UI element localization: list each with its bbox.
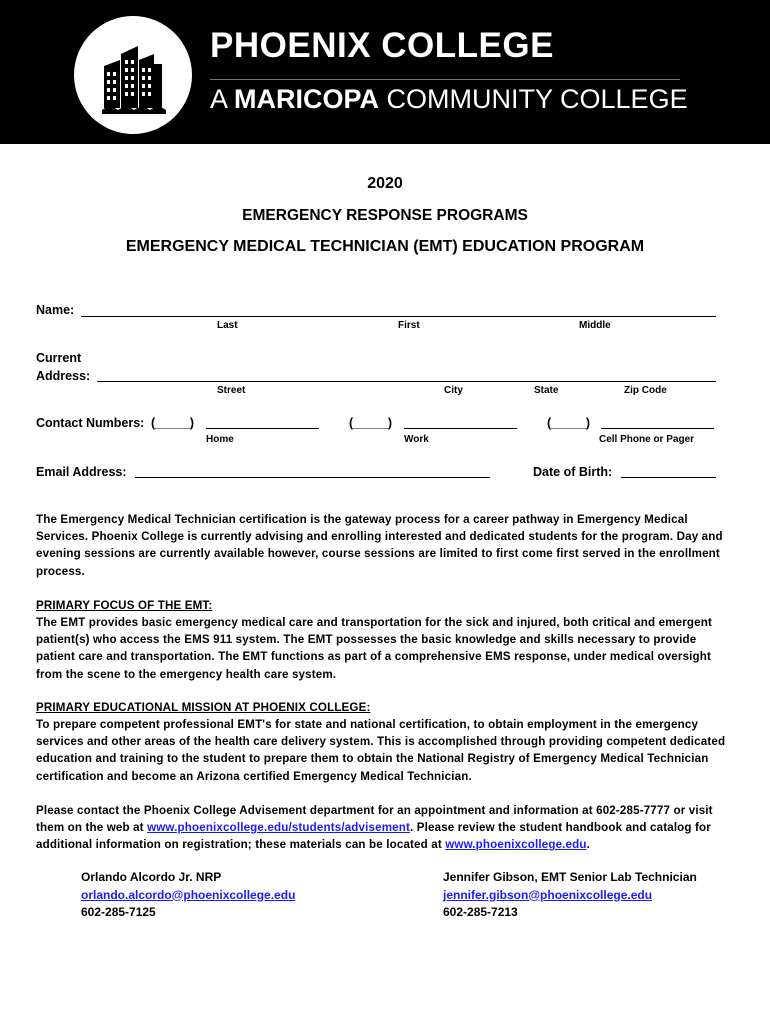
home-phone-field[interactable] xyxy=(206,428,319,429)
zip-caption: Zip Code xyxy=(624,385,667,396)
address-field[interactable] xyxy=(97,381,716,382)
contact-card-alcordo xyxy=(81,869,295,922)
contact-email-link[interactable]: orlando.alcordo@phoenixcollege.edu xyxy=(81,887,296,902)
advisement-link[interactable]: www.phoenixcollege.edu/students/advisement xyxy=(147,821,410,835)
subtitle-prefix: A xyxy=(210,84,235,114)
first-name-caption: First xyxy=(398,320,420,331)
document-year: 2020 xyxy=(367,175,403,192)
mission-paragraph: To prepare competent professional EMT's for state and national certification, to obtain employment in the emergency services and other areas of the health care delivery system. This is accomplished through providing competent dedicated education and training to the student to prepare them to obtain the National Registry of Emergency Medical Technician certification and become an Arizona certified Emergency Medical Technician. xyxy=(36,718,726,783)
work-caption: Work xyxy=(404,434,429,445)
advisement-text-3: . xyxy=(586,838,590,852)
contact-phone: 602-285-7213 xyxy=(443,905,518,919)
work-phone-field[interactable] xyxy=(404,428,517,429)
state-caption: State xyxy=(534,385,559,396)
college-website-link[interactable]: www.phoenixcollege.edu xyxy=(445,838,587,852)
name-label: Name: xyxy=(36,303,75,317)
city-caption: City xyxy=(444,385,463,396)
intro-paragraph: The Emergency Medical Technician certification is the gateway process for a career pathway in Emergency Medical Services. Phoenix College is currently advising and enrolling interested and dedicated students for the program. Day and evening sessions are currently available however, course sessions are limited to first come first served in the enrollment process. xyxy=(36,513,723,578)
banner-divider xyxy=(210,79,680,80)
address-label-current: Current xyxy=(36,351,82,365)
subtitle-suffix: COMMUNITY COLLEGE xyxy=(379,84,688,114)
dob-field[interactable] xyxy=(621,477,716,478)
email-field[interactable] xyxy=(135,477,490,478)
college-name: PHOENIX COLLEGE xyxy=(210,26,554,65)
dob-label: Date of Birth: xyxy=(533,465,613,479)
contact-phone: 602-285-7125 xyxy=(81,905,156,919)
contact-numbers-label: Contact Numbers: xyxy=(36,416,145,430)
address-label: Address: xyxy=(36,369,91,383)
advisement-paragraph xyxy=(36,802,731,854)
focus-heading: PRIMARY FOCUS OF THE EMT: xyxy=(36,599,213,612)
cell-caption: Cell Phone or Pager xyxy=(599,434,695,445)
college-logo xyxy=(74,16,192,134)
last-name-caption: Last xyxy=(217,320,238,331)
advisement-text-2: . Please review the student handbook and catalog for additional information on registration; these materials can be located at xyxy=(36,821,711,852)
contact-name: Jennifer Gibson, EMT Senior Lab Technician xyxy=(443,870,697,884)
contact-email-link[interactable]: jennifer.gibson@phoenixcollege.edu xyxy=(443,887,653,902)
focus-paragraph: The EMT provides basic emergency medical care and transportation for the sick and injured, both critical and emergent patient(s) who access the EMS 911 system. The EMT possesses the basic knowledge and skills necessary to provide patient care and transportation. The EMT functions as part of a comprehensive EMS response, under medical oversight from the scene to the emergency health care system. xyxy=(36,616,712,681)
cell-area-code[interactable]: (_____) xyxy=(547,416,591,430)
middle-name-caption: Middle xyxy=(579,320,611,331)
program-name-title: EMERGENCY MEDICAL TECHNICIAN (EMT) EDUCATION PROGRAM xyxy=(125,238,645,255)
college-subtitle xyxy=(210,84,688,115)
home-caption: Home xyxy=(206,434,234,445)
name-field[interactable] xyxy=(81,316,716,317)
advisement-text-1: Please contact the Phoenix College Advisement department for an appointment and information at 602-285-7777 or visit them on the web at xyxy=(36,804,713,835)
program-group-title: EMERGENCY RESPONSE PROGRAMS xyxy=(242,207,528,224)
cell-phone-field[interactable] xyxy=(601,428,714,429)
header-banner xyxy=(0,0,770,144)
email-label: Email Address: xyxy=(36,465,127,479)
home-area-code[interactable]: (_____) xyxy=(151,416,195,430)
contact-name: Orlando Alcordo Jr. NRP xyxy=(81,870,222,884)
subtitle-maricopa: MARICOPA xyxy=(234,84,380,114)
college-buildings-logo-icon xyxy=(74,16,192,134)
work-area-code[interactable]: (_____) xyxy=(349,416,393,430)
mission-heading: PRIMARY EDUCATIONAL MISSION AT PHOENIX COLLEGE: xyxy=(36,701,371,714)
contact-card-gibson xyxy=(443,869,697,922)
street-caption: Street xyxy=(217,385,246,396)
